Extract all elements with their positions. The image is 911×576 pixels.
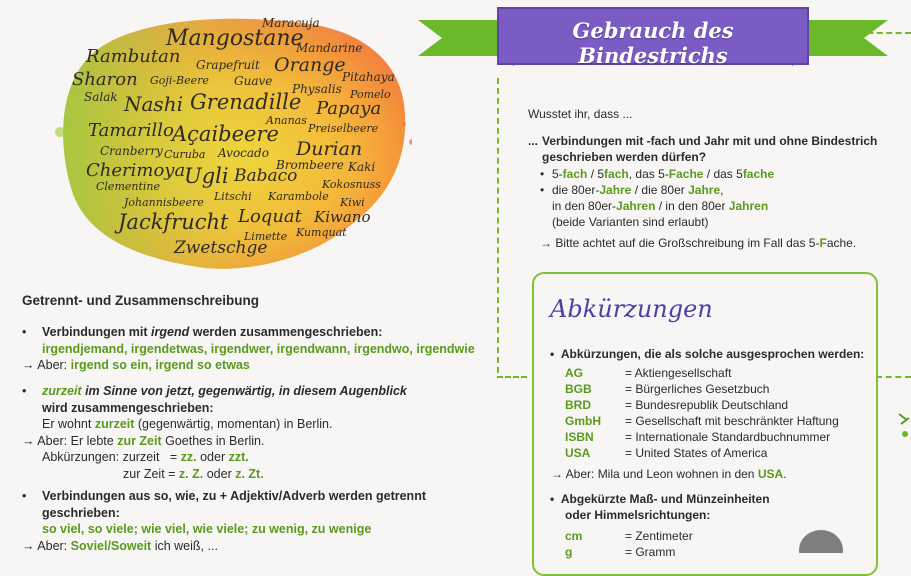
fruit-word: Mandarine [296, 41, 363, 55]
fruit-word: Grenadille [190, 90, 302, 114]
fruit-word: Rambutan [86, 46, 181, 67]
fruit-word: Goji-Beere [150, 74, 209, 87]
abbr-note: → Aber: Mila und Leon wohnen in den USA. [551, 467, 787, 481]
fruit-word: Clementine [96, 180, 161, 193]
fruit-word: Guave [234, 74, 273, 88]
abbr-row: BGB = Bürgerliches Gesetzbuch [565, 382, 770, 396]
fruit-word: Kiwano [314, 208, 371, 226]
dashed-frame-left [497, 78, 499, 373]
rule-zurzeit: • zurzeit im Sinne von jetzt, gegenwärtig, in diesem Augenblick wird zusammengeschrieben: Er wohnt zurzeit (gegenwärtig, momentan) in Berlin. → Aber: Er lebte zur Zeit Goethes in Berlin. Abkürzungen: zurzeit = zz. oder zzt. zur Zeit = z. Z. oder z. Zt. [22, 384, 407, 481]
rule-irgend: • Verbindungen mit irgend werden zusammengeschrieben: irgendjemand, irgendetwas, irgendwer, irgendwann, irgendwo, irgendwie → Aber: irgend so ein, irgend so etwas [22, 325, 475, 372]
bullet-dot: • [540, 166, 545, 181]
abbr-row: USA = United States of America [565, 446, 768, 460]
decorative-sketch-icon [796, 524, 846, 553]
bullet-dot: • [22, 384, 27, 398]
fruit-word: Salak [84, 90, 118, 104]
section-heading: Getrennt- und Zusammenschreibung [22, 293, 260, 308]
abbr-row: ISBN = Internationale Standardbuchnummer [565, 430, 831, 444]
fruit-word: Orange [274, 54, 346, 76]
fruit-word: Nashi [124, 92, 183, 116]
abbr-row: g = Gramm [565, 545, 676, 559]
fruit-word: Kiwi [340, 196, 365, 209]
dashed-frame-bottom-left [497, 376, 527, 378]
fruit-word: Durian [296, 138, 363, 160]
fruit-word-cloud [52, 14, 412, 279]
fruit-word: Cherimoya [86, 160, 186, 181]
abbr-row: GmbH = Gesellschaft mit beschränkter Haftung [565, 414, 839, 428]
fruit-word: Kumquat [296, 226, 347, 239]
fruit-word: Avocado [218, 146, 269, 160]
bullet-dot: • [550, 492, 561, 506]
fruit-word: Cranberry [100, 144, 163, 158]
abbr-bullet-1: • Abkürzungen, die als solche ausgesprochen werden: [550, 347, 865, 361]
fruit-word: Babaco [234, 166, 298, 186]
fruit-word: Açaibeere [172, 122, 279, 146]
fruit-word: Physalis [292, 82, 342, 96]
fruit-word: Johannisbeere [124, 196, 204, 209]
fruit-word: Ugli [184, 164, 229, 188]
fruit-word: Loquat [238, 206, 302, 227]
bullet-dot: • [22, 325, 27, 339]
fruit-word: Zwetschge [174, 238, 268, 258]
fruit-word: Litschi [214, 190, 252, 203]
fruit-word: Limette [244, 230, 288, 243]
fruit-word: Maracuja [262, 16, 320, 30]
decorative-doodle-icon [895, 410, 911, 440]
fruit-word: Grapefruit [196, 58, 260, 72]
ribbon-title: Gebrauch des Bindestrichs [572, 18, 734, 68]
dashed-frame-top [858, 32, 911, 34]
bullet-ellipsis: ... [528, 134, 539, 148]
rule-so-wie-zu: • Verbindungen aus so, wie, zu + Adjektiv/Adverb werden getrennt geschrieben: so viel, so viele; wie viel, wie viele; zu wenig, zu wenige → Aber: Soviel/Soweit ich weiß, ... [22, 489, 426, 553]
fruit-word: Curuba [164, 148, 206, 161]
fruit-word: Karambole [268, 190, 329, 203]
fruit-word: Tamarillo [88, 120, 174, 141]
abbr-row: BRD = Bundesrepublik Deutschland [565, 398, 789, 412]
bullet-dot: • [540, 182, 545, 197]
fruit-word: Papaya [316, 98, 382, 119]
abbreviations-title: Abkürzungen [550, 295, 713, 323]
fruit-word: Kaki [348, 160, 376, 174]
fruit-word: Preiselbeere [308, 122, 379, 135]
intro-text: Wusstet ihr, dass ... [528, 107, 633, 121]
fruit-word: Pitahaya [342, 70, 395, 84]
bullet-dot: • [550, 347, 561, 361]
hyphen-rule: ... Verbindungen mit -fach und Jahr mit und ohne Bindestrich geschrieben werden dürfen? • 5-fach / 5fach, das 5-Fache / das 5fache • die 80er-Jahre / die 80er Jahre, in den 80er-Jahren / in den 80er Jahren (beide Varianten sind erlaubt) → Bitte achtet auf die Großschreibung im Fall das 5-Fache. [528, 134, 878, 250]
abbr-row: AG = Aktiengesellschaft [565, 366, 732, 380]
fruit-word: Pomelo [350, 88, 391, 101]
fruit-word: Sharon [72, 69, 138, 90]
fruit-word: Ananas [266, 114, 307, 127]
fruit-word: Kokosnuss [322, 178, 381, 191]
abbr-row: cm = Zentimeter [565, 529, 693, 543]
fruit-word: Mangostane [166, 26, 304, 51]
dashed-frame-bottom-right [876, 376, 911, 378]
fruit-word: Jackfrucht [118, 210, 229, 234]
bullet-dot: • [22, 489, 27, 503]
fruit-word: Brombeere [276, 158, 344, 172]
abbr-bullet-2: • Abgekürzte Maß- und Münzeinheiten oder Himmelsrichtungen: [550, 492, 770, 523]
